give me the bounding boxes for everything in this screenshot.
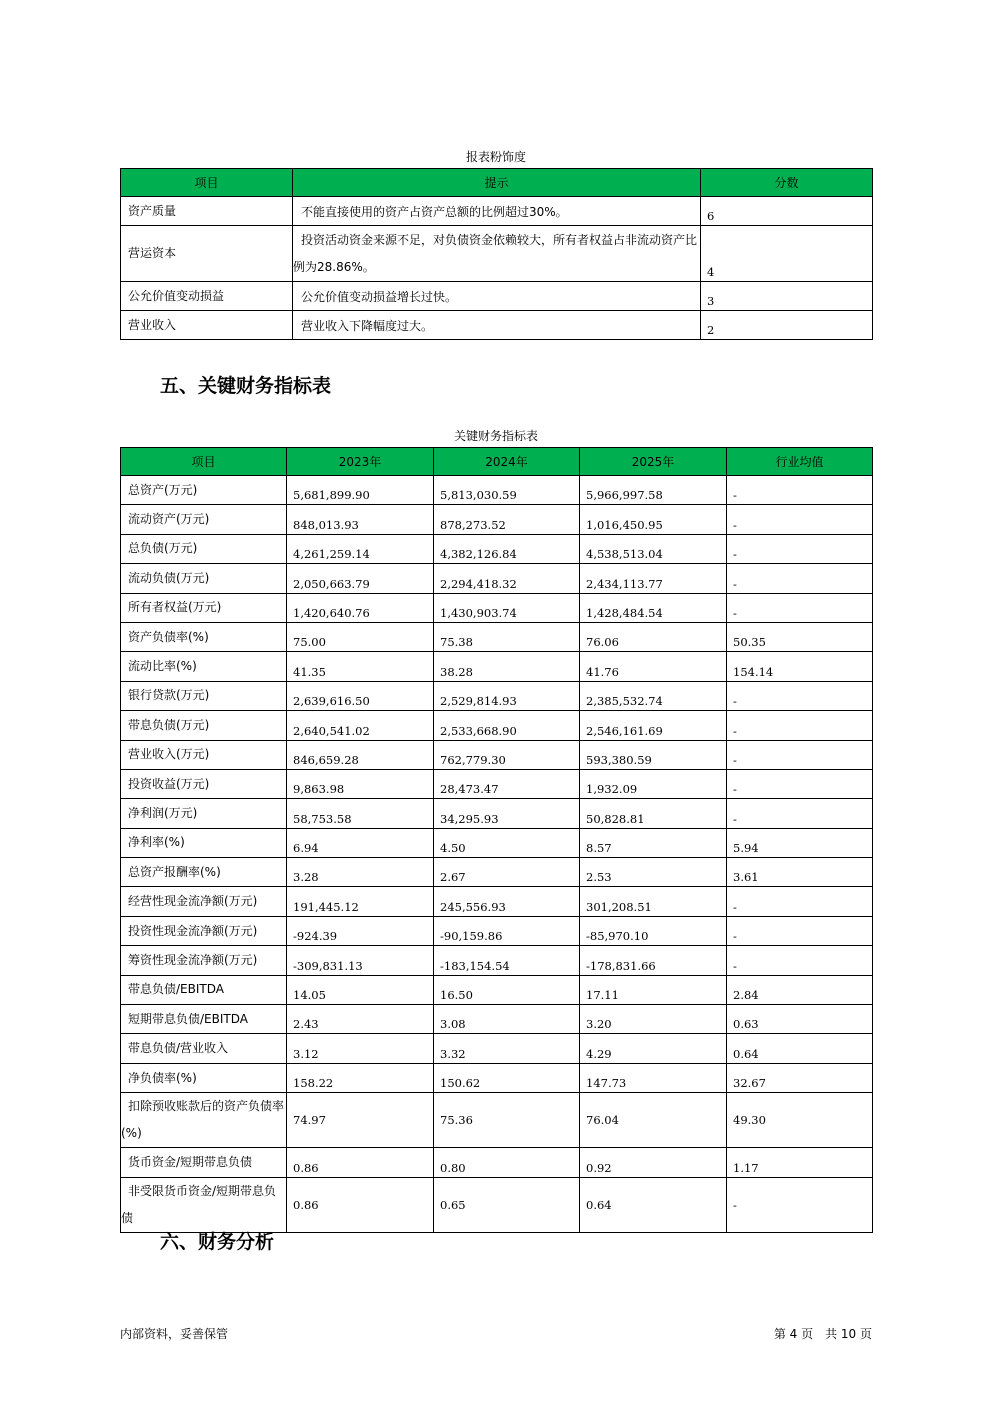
row-item: 流动资产(万元) xyxy=(121,505,287,534)
row-item: 经营性现金流净额(万元) xyxy=(121,887,287,916)
value-2024: 75.36 xyxy=(434,1093,580,1148)
row-item: 营业收入(万元) xyxy=(121,740,287,769)
key-financial-indicators-table xyxy=(120,447,873,1233)
value-2025: 50,828.81 xyxy=(580,799,727,828)
value-industry-avg: 1.17 xyxy=(727,1148,873,1177)
value-2024: 4.50 xyxy=(434,828,580,857)
value-2024: 2,533,668.90 xyxy=(434,711,580,740)
value-2024: 75.38 xyxy=(434,622,580,651)
value-2024: 2,529,814.93 xyxy=(434,681,580,710)
value-industry-avg: - xyxy=(727,534,873,563)
value-2024: 3.32 xyxy=(434,1034,580,1063)
value-2025: 593,380.59 xyxy=(580,740,727,769)
table-header-row xyxy=(121,448,873,476)
row-item: 净利润(万元) xyxy=(121,799,287,828)
value-2025: 0.92 xyxy=(580,1148,727,1177)
table-row xyxy=(121,769,873,798)
value-industry-avg: - xyxy=(727,769,873,798)
value-industry-avg: 49.30 xyxy=(727,1093,873,1148)
table-row xyxy=(121,681,873,710)
table-row xyxy=(121,311,873,340)
table-row xyxy=(121,1177,873,1232)
row-item: 营业收入 xyxy=(121,311,293,340)
value-2024: 762,779.30 xyxy=(434,740,580,769)
value-2025: 2,546,161.69 xyxy=(580,711,727,740)
value-2025: 4,538,513.04 xyxy=(580,534,727,563)
header-hint: 提示 xyxy=(293,169,701,197)
value-2025: 76.04 xyxy=(580,1093,727,1148)
value-2023: 5,681,899.90 xyxy=(287,476,434,505)
value-2023: 74.97 xyxy=(287,1093,434,1148)
table2-caption: 关键财务指标表 xyxy=(453,429,538,443)
row-item: 公允价值变动损益 xyxy=(121,282,293,311)
row-item: 投资收益(万元) xyxy=(121,769,287,798)
value-2023: 3.28 xyxy=(287,858,434,887)
value-2023: 2,050,663.79 xyxy=(287,564,434,593)
value-2024: 38.28 xyxy=(434,652,580,681)
section5-title: 五、关键财务指标表 xyxy=(160,375,332,397)
value-2024: -90,159.86 xyxy=(434,916,580,945)
row-item: 净负债率(%) xyxy=(121,1063,287,1092)
report-window-dressing-table xyxy=(120,168,873,340)
header-item: 项目 xyxy=(121,448,287,476)
row-score: 6 xyxy=(701,197,873,226)
value-2025: 8.57 xyxy=(580,828,727,857)
table-row xyxy=(121,652,873,681)
value-2025: 2,434,113.77 xyxy=(580,564,727,593)
value-2024: 0.80 xyxy=(434,1148,580,1177)
row-hint: 营业收入下降幅度过大。 xyxy=(293,311,701,340)
value-2023: 75.00 xyxy=(287,622,434,651)
value-2024: 16.50 xyxy=(434,975,580,1004)
value-2023: 41.35 xyxy=(287,652,434,681)
value-industry-avg: - xyxy=(727,946,873,975)
value-2023: 191,445.12 xyxy=(287,887,434,916)
value-industry-avg: - xyxy=(727,887,873,916)
value-2025: -178,831.66 xyxy=(580,946,727,975)
value-2024: 28,473.47 xyxy=(434,769,580,798)
header-industry-avg: 行业均值 xyxy=(727,448,873,476)
table1-caption: 报表粉饰度 xyxy=(465,150,526,164)
value-2023: 6.94 xyxy=(287,828,434,857)
table-row xyxy=(121,534,873,563)
value-2025: 147.73 xyxy=(580,1063,727,1092)
table-row xyxy=(121,1063,873,1092)
value-2023: 2,639,616.50 xyxy=(287,681,434,710)
table-row xyxy=(121,916,873,945)
value-2025: 3.20 xyxy=(580,1005,727,1034)
value-2023: 14.05 xyxy=(287,975,434,1004)
row-item: 总资产报酬率(%) xyxy=(121,858,287,887)
value-industry-avg: - xyxy=(727,476,873,505)
value-2024: 5,813,030.59 xyxy=(434,476,580,505)
value-2023: 9,863.98 xyxy=(287,769,434,798)
row-item: 带息负债/EBITDA xyxy=(121,975,287,1004)
value-2025: -85,970.10 xyxy=(580,916,727,945)
row-score: 4 xyxy=(701,226,873,282)
footer-confidential: 内部资料，妥善保管 xyxy=(120,1327,229,1341)
header-score: 分数 xyxy=(701,169,873,197)
value-2025: 301,208.51 xyxy=(580,887,727,916)
table-row xyxy=(121,622,873,651)
row-item: 带息负债(万元) xyxy=(121,711,287,740)
value-2023: -924.39 xyxy=(287,916,434,945)
header-item: 项目 xyxy=(121,169,293,197)
table-row xyxy=(121,564,873,593)
footer-page-number: 第 4 页 共 10 页 xyxy=(773,1327,872,1341)
table-row xyxy=(121,505,873,534)
header-2024: 2024年 xyxy=(434,448,580,476)
value-2025: 0.64 xyxy=(580,1177,727,1232)
table-row xyxy=(121,476,873,505)
table-row xyxy=(121,1005,873,1034)
value-industry-avg: 154.14 xyxy=(727,652,873,681)
table-row xyxy=(121,1148,873,1177)
value-2023: 58,753.58 xyxy=(287,799,434,828)
table-row xyxy=(121,711,873,740)
row-score: 2 xyxy=(701,311,873,340)
value-2024: 878,273.52 xyxy=(434,505,580,534)
table-row xyxy=(121,1093,873,1148)
value-2023: 846,659.28 xyxy=(287,740,434,769)
table-row xyxy=(121,1034,873,1063)
value-industry-avg: - xyxy=(727,505,873,534)
value-industry-avg: 0.63 xyxy=(727,1005,873,1034)
value-2023: -309,831.13 xyxy=(287,946,434,975)
value-2025: 17.11 xyxy=(580,975,727,1004)
value-industry-avg: - xyxy=(727,593,873,622)
row-item: 货币资金/短期带息负债 xyxy=(121,1148,287,1177)
row-item: 资产质量 xyxy=(121,197,293,226)
row-item: 筹资性现金流净额(万元) xyxy=(121,946,287,975)
value-2024: 1,430,903.74 xyxy=(434,593,580,622)
value-industry-avg: 5.94 xyxy=(727,828,873,857)
row-item: 扣除预收账款后的资产负债率(%) xyxy=(121,1093,287,1148)
value-2024: 34,295.93 xyxy=(434,799,580,828)
value-2024: 0.65 xyxy=(434,1177,580,1232)
value-industry-avg: 2.84 xyxy=(727,975,873,1004)
value-2025: 1,016,450.95 xyxy=(580,505,727,534)
value-2023: 3.12 xyxy=(287,1034,434,1063)
value-industry-avg: - xyxy=(727,681,873,710)
value-industry-avg: - xyxy=(727,799,873,828)
row-item: 银行贷款(万元) xyxy=(121,681,287,710)
value-industry-avg: 50.35 xyxy=(727,622,873,651)
table-row xyxy=(121,740,873,769)
row-item: 投资性现金流净额(万元) xyxy=(121,916,287,945)
row-item: 带息负债/营业收入 xyxy=(121,1034,287,1063)
value-2023: 2,640,541.02 xyxy=(287,711,434,740)
row-item: 资产负债率(%) xyxy=(121,622,287,651)
row-item: 流动负债(万元) xyxy=(121,564,287,593)
value-industry-avg: - xyxy=(727,740,873,769)
value-2024: -183,154.54 xyxy=(434,946,580,975)
value-2023: 848,013.93 xyxy=(287,505,434,534)
value-2023: 0.86 xyxy=(287,1148,434,1177)
row-item: 流动比率(%) xyxy=(121,652,287,681)
table-row xyxy=(121,799,873,828)
header-2023: 2023年 xyxy=(287,448,434,476)
value-2024: 150.62 xyxy=(434,1063,580,1092)
table-row xyxy=(121,197,873,226)
row-item: 净利率(%) xyxy=(121,828,287,857)
value-industry-avg: - xyxy=(727,564,873,593)
row-item: 非受限货币资金/短期带息负债 xyxy=(121,1177,287,1232)
value-2023: 1,420,640.76 xyxy=(287,593,434,622)
value-2024: 4,382,126.84 xyxy=(434,534,580,563)
value-2025: 2,385,532.74 xyxy=(580,681,727,710)
value-2024: 2.67 xyxy=(434,858,580,887)
row-hint: 不能直接使用的资产占资产总额的比例超过30%。 xyxy=(293,197,701,226)
value-2024: 2,294,418.32 xyxy=(434,564,580,593)
row-score: 3 xyxy=(701,282,873,311)
table-row xyxy=(121,828,873,857)
value-2023: 158.22 xyxy=(287,1063,434,1092)
value-2023: 0.86 xyxy=(287,1177,434,1232)
value-industry-avg: - xyxy=(727,711,873,740)
value-2025: 5,966,997.58 xyxy=(580,476,727,505)
value-industry-avg: 0.64 xyxy=(727,1034,873,1063)
table-row xyxy=(121,226,873,282)
row-item: 总资产(万元) xyxy=(121,476,287,505)
value-industry-avg: - xyxy=(727,916,873,945)
table-row xyxy=(121,282,873,311)
table-row xyxy=(121,975,873,1004)
value-2025: 1,932.09 xyxy=(580,769,727,798)
header-2025: 2025年 xyxy=(580,448,727,476)
row-hint: 公允价值变动损益增长过快。 xyxy=(293,282,701,311)
value-industry-avg: - xyxy=(727,1177,873,1232)
value-2025: 2.53 xyxy=(580,858,727,887)
value-2025: 41.76 xyxy=(580,652,727,681)
value-2023: 4,261,259.14 xyxy=(287,534,434,563)
value-2024: 3.08 xyxy=(434,1005,580,1034)
value-2025: 1,428,484.54 xyxy=(580,593,727,622)
value-2024: 245,556.93 xyxy=(434,887,580,916)
row-item: 总负债(万元) xyxy=(121,534,287,563)
value-industry-avg: 32.67 xyxy=(727,1063,873,1092)
row-item: 营运资本 xyxy=(121,226,293,282)
section6-title: 六、财务分析 xyxy=(160,1231,275,1253)
table-header-row xyxy=(121,169,873,197)
value-industry-avg: 3.61 xyxy=(727,858,873,887)
table-row xyxy=(121,593,873,622)
table-row xyxy=(121,946,873,975)
value-2023: 2.43 xyxy=(287,1005,434,1034)
row-hint: 投资活动资金来源不足，对负债资金依赖较大，所有者权益占非流动资产比例为28.86%。 xyxy=(293,226,701,282)
row-item: 短期带息负债/EBITDA xyxy=(121,1005,287,1034)
table-row xyxy=(121,887,873,916)
table-row xyxy=(121,858,873,887)
row-item: 所有者权益(万元) xyxy=(121,593,287,622)
value-2025: 76.06 xyxy=(580,622,727,651)
value-2025: 4.29 xyxy=(580,1034,727,1063)
